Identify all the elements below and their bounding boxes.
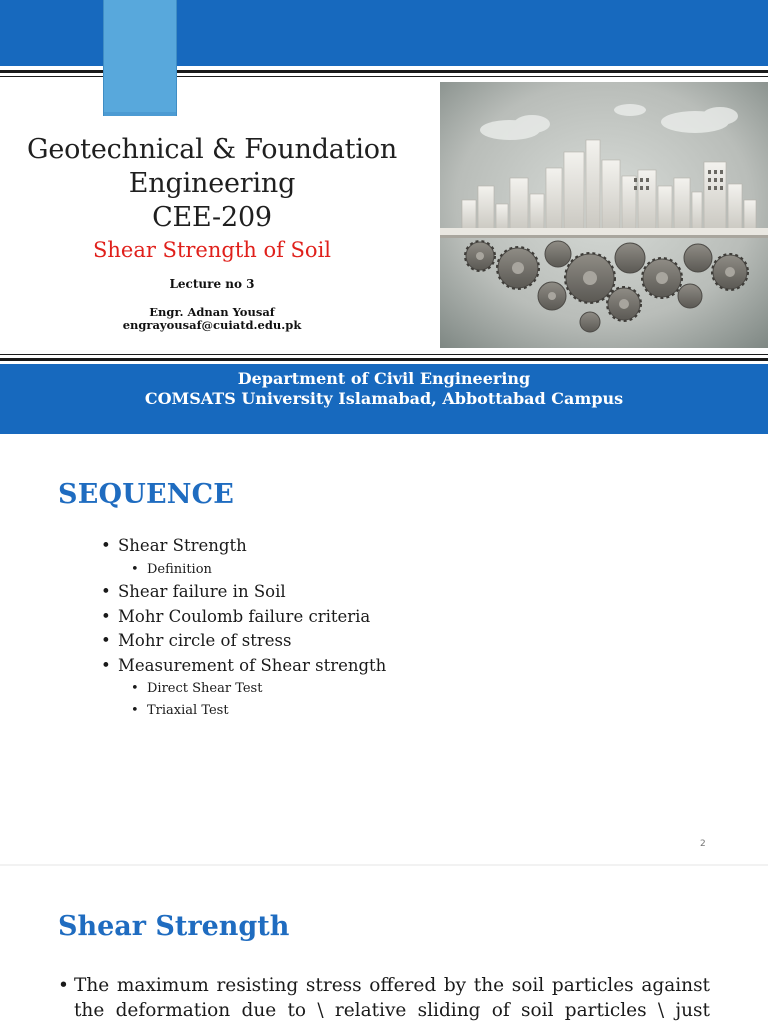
list-subitem: • Definition xyxy=(100,559,386,581)
definition-line-1: The maximum resisting stress offered by the soil particles against xyxy=(74,975,710,996)
lecture-topic: Shear Strength of Soil xyxy=(92,238,332,262)
bottom-divider-thick xyxy=(0,358,768,361)
shear-strength-slide xyxy=(0,866,768,1024)
list-item: • Mohr circle of stress xyxy=(100,629,386,654)
shear-strength-heading: Shear Strength xyxy=(58,911,290,942)
city-on-gears-image xyxy=(440,82,768,348)
bottom-divider-thin xyxy=(0,354,768,355)
bookmark-ribbon xyxy=(103,0,177,116)
course-title-line-2: Engineering xyxy=(128,168,296,199)
lecture-number: Lecture no 3 xyxy=(169,277,255,291)
list-item: • Measurement of Shear strength xyxy=(100,654,386,679)
author-name: Engr. Adnan Yousaf xyxy=(149,305,275,319)
list-item: • Mohr Coulomb failure criteria xyxy=(100,605,386,630)
slide-page-number: 2 xyxy=(700,839,706,849)
campus-name: COMSATS University Islamabad, Abbottabad Campus xyxy=(144,389,624,408)
sequence-slide xyxy=(0,434,768,866)
definition-line-2: the deformation due to \ relative sliding of soil particles \ just xyxy=(74,1000,710,1021)
course-code: CEE-209 xyxy=(152,202,272,233)
list-subitem: • Triaxial Test xyxy=(100,700,386,722)
list-subitem: • Direct Shear Test xyxy=(100,678,386,700)
department-name: Department of Civil Engineering xyxy=(237,369,531,388)
definition-bullet xyxy=(58,973,710,1023)
author-email: engrayousaf@cuiatd.edu.pk xyxy=(122,318,302,332)
sequence-list xyxy=(100,534,386,721)
list-item: • Shear Strength xyxy=(100,534,386,559)
sequence-heading: SEQUENCE xyxy=(58,479,235,510)
title-slide xyxy=(0,0,768,434)
list-item: • Shear failure in Soil xyxy=(100,580,386,605)
course-title-line-1: Geotechnical & Foundation xyxy=(26,134,398,165)
